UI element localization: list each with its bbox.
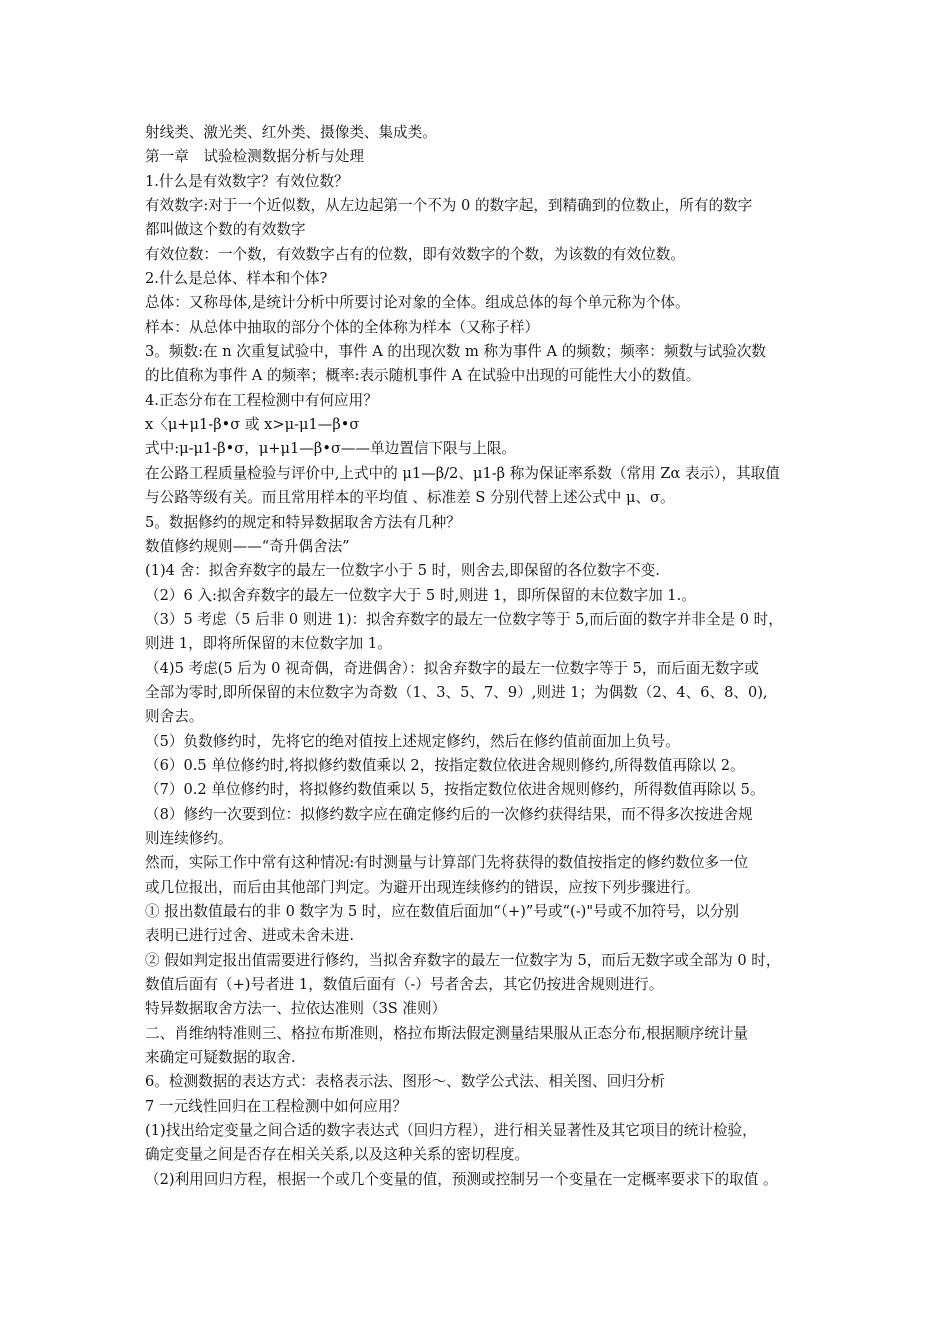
text-line: 的比值称为事件 A 的频率；概率:表示随机事件 A 在试验中出现的可能性大小的数值。: [145, 367, 701, 385]
list-item: ② 假如判定报出值需要进行修约，当拟舍弃数字的最左一位数字为 5，而后无数字或全部为 0 时，: [145, 951, 781, 969]
chapter-heading: 第一章 试验检测数据分析与处理: [145, 148, 364, 166]
question-heading: 4.正态分布在工程检测中有何应用？: [145, 391, 378, 409]
list-item: (1)找出给定变量之间合适的数字表达式（回归方程），进行相关显著性及其它项目的统计检验，: [145, 1122, 757, 1140]
text-line: 来确定可疑数据的取舍.: [145, 1049, 296, 1067]
question-heading: 6。检测数据的表达方式：表格表示法、图形～、数学公式法、相关图、回归分析: [145, 1073, 666, 1091]
text-line: 则进 1，即将所保留的末位数字加 1。: [145, 635, 392, 653]
text-line: 有效数字:对于一个近似数，从左边起第一个不为 0 的数字起，到精确到的位数止，所有的数字: [145, 197, 753, 215]
question-heading: 7 一元线性回归在工程检测中如何应用？: [145, 1097, 408, 1115]
text-line: 样本：从总体中抽取的部分个体的全体称为样本（又称子样）: [145, 318, 540, 336]
text-line: 总体：又称母体,是统计分析中所要讨论对象的全体。组成总体的每个单元称为个体。: [145, 294, 690, 312]
list-item: （2）6 入:拟舍弃数字的最左一位数字大于 5 时,则进 1，即所保留的末位数字加 1.。: [145, 586, 696, 604]
text-line: 则舍去。: [145, 708, 204, 726]
list-item: （2)利用回归方程，根据一个或几个变量的值，预测或控制另一个变量在一定概率要求下的取值 。: [145, 1170, 778, 1188]
list-item: （4)5 考虑(5 后为 0 视奇偶，奇进偶舍）：拟舍弃数字的最左一位数字等于 5，而后面无数字或: [145, 659, 759, 677]
text-line: 射线类、激光类、红外类、摄像类、集成类。: [145, 124, 437, 141]
text-line: 全部为零时,即所保留的末位数字为奇数（1、3、5、7、9）,则进 1；为偶数（2、4、6、8、0),: [145, 683, 768, 701]
document-body: [145, 121, 857, 1192]
text-line: 确定变量之间是否存在相关关系,以及这种关系的密切程度。: [145, 1146, 530, 1164]
text-line: 在公路工程质量检验与评价中,上式中的 μ1—β/2、μ1-β 称为保证率系数（常用 Zα 表示），其取值: [145, 464, 780, 482]
text-line: 与公路等级有关。而且常用样本的平均值 、标准差 S 分别代替上述公式中 μ、σ。: [145, 489, 675, 507]
list-item: （7）0.2 单位修约时，将拟修约数值乘以 5，按指定数位依进舍规则修约，所得数值再除以 5。: [145, 781, 765, 799]
text-line: 特异数据取舍方法一、拉依达准则（3S 准则）: [145, 1000, 447, 1018]
text-line: 二、肖维纳特准则三、格拉布斯准则，格拉布斯法假定测量结果服从正态分布,根据顺序统计量: [145, 1024, 748, 1042]
text-line: 有效位数：一个数，有效数字占有的位数，即有效数字的个数，为该数的有效位数。: [145, 245, 685, 263]
list-item: ① 报出数值最右的非 0 数字为 5 时，应在数值后面加“（+)”号或“(-)"号或不加符号，以分别: [145, 903, 739, 920]
text-line: 表明已进行过舍、进或未舍未进.: [145, 927, 354, 945]
list-item: （8）修约一次要到位：拟修约数字应在确定修约后的一次修约获得结果，而不得多次按进舍规: [145, 805, 753, 823]
list-item: （6）0.5 单位修约时,将拟修约数值乘以 2，按指定数位依进舍规则修约,所得数值再除以 2。: [145, 756, 745, 774]
text-line: 3。频数:在 n 次重复试验中，事件 A 的出现次数 m 称为事件 A 的频数；频率：频数与试验次数: [145, 343, 767, 361]
list-item: （3）5 考虑（5 后非 0 则进 1)：拟舍弃数字的最左一位数字等于 5,而后面的数字并非全是 0 时，: [145, 610, 783, 628]
text-line: 式中:μ-μ1-β•σ，μ+μ1—β•σ——单边置信下限与上限。: [145, 440, 517, 458]
list-item: （5）负数修约时，先将它的绝对值按上述规定修约，然后在修约值前面加上负号。: [145, 732, 680, 750]
question-heading: 1.什么是有效数字？有效位数？: [145, 172, 349, 190]
formula-line: x〈μ+μ1-β•σ 或 x>μ-μ1—β•σ: [145, 416, 360, 434]
text-line: 都叫做这个数的有效数字: [145, 221, 306, 239]
question-heading: 2.什么是总体、样本和个体?: [145, 270, 328, 288]
text-line: 数值后面有（+)号者进 1，数值后面有（-）号者舍去，其它仍按进舍规则进行。: [145, 976, 664, 994]
text-line: 然而，实际工作中常有这种情况:有时测量与计算部门先将获得的数值按指定的修约数位多一位: [145, 854, 749, 872]
list-item: (1)4 舍：拟舍弃数字的最左一位数字小于 5 时，则舍去,即保留的各位数字不变.: [145, 562, 660, 580]
question-heading: 5。数据修约的规定和特异数据取舍方法有几种？: [145, 513, 461, 531]
text-line: 数值修约规则——“奇升偶舍法”: [145, 537, 350, 555]
text-line: 则连续修约。: [145, 829, 233, 847]
text-line: 或几位报出，而后由其他部门判定。为避开出现连续修约的错误，应按下列步骤进行。: [145, 878, 700, 896]
